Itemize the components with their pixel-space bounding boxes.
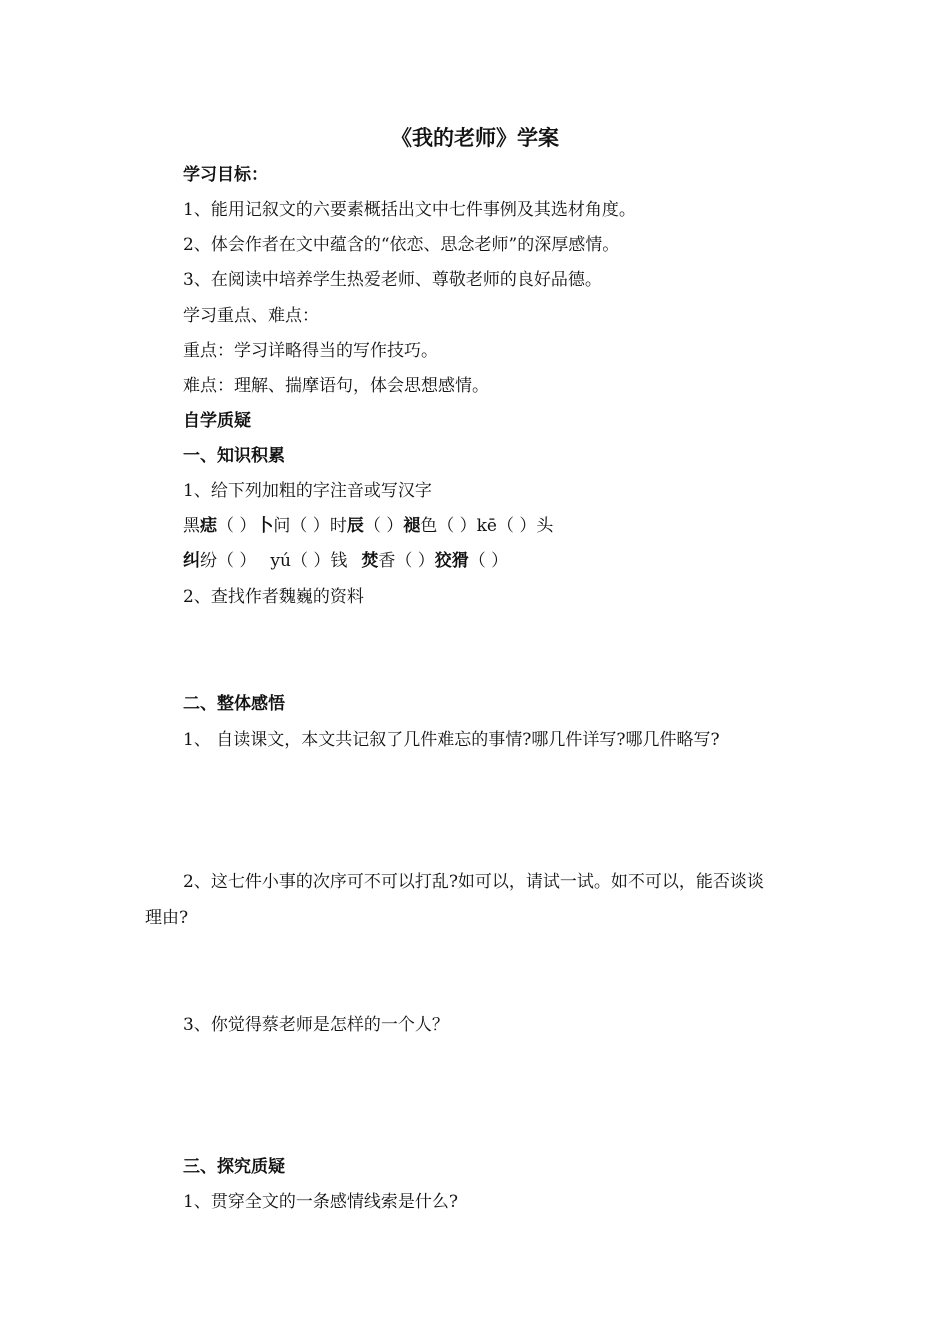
word-text: 纷 (200, 551, 217, 571)
objective-item-1: 1、能用记叙文的六要素概括出文中七件事例及其选材角度。 (183, 200, 636, 220)
word-text: 黑 (183, 516, 200, 536)
objective-item-3: 3、在阅读中培养学生热爱老师、尊敬老师的良好品德。 (183, 270, 602, 290)
section2-question-1: 1、 自读课文，本文共记叙了几件难忘的事情?哪几件详写?哪几件略写? (183, 730, 720, 750)
focus-point: 重点：学习详略得当的写作技巧。 (183, 341, 438, 361)
pinyin-text: yú (270, 551, 291, 571)
answer-blank: （ ） (290, 516, 330, 536)
section2-question-2-line2: 理由? (145, 908, 189, 928)
pinyin-text: kē (476, 516, 497, 536)
bold-char: 焚 (361, 551, 379, 571)
objectives-heading: 学习目标： (183, 165, 268, 185)
self-study-heading: 自学质疑 (183, 411, 251, 431)
word-text: 香 (378, 551, 396, 571)
section2-heading: 二、整体感悟 (183, 694, 285, 714)
word-text: 色 (420, 516, 438, 536)
page-title: 《我的老师》学案 (391, 125, 559, 150)
word-text: 时 (329, 516, 347, 536)
answer-blank: （ ） (290, 551, 331, 571)
answer-blank: （ ） (497, 516, 537, 536)
answer-blank: （ ） (217, 516, 257, 536)
pinyin-row-1 (183, 515, 553, 537)
word-text: 头 (536, 516, 554, 536)
answer-blank: （ ） (468, 551, 509, 571)
section1-heading: 一、知识积累 (183, 446, 285, 466)
section3-heading: 三、探究质疑 (183, 1157, 285, 1177)
objective-item-2: 2、体会作者在文中蕴含的“依恋、思念老师”的深厚感情。 (183, 235, 620, 255)
bold-char: 褪 (403, 516, 421, 536)
section3-question-1: 1、贯穿全文的一条感情线索是什么? (183, 1192, 458, 1212)
section1-question-2: 2、查找作者魏巍的资料 (183, 587, 364, 607)
key-points-heading: 学习重点、难点： (183, 306, 319, 326)
bold-char: 痣 (200, 516, 217, 536)
bold-char: 卜 (256, 516, 274, 536)
bold-char: 辰 (346, 516, 364, 536)
answer-blank: （ ） (395, 551, 435, 571)
bold-char: 纠 (183, 551, 200, 571)
answer-blank: （ ） (363, 516, 404, 536)
section2-question-2-line1: 2、这七件小事的次序可不可以打乱?如可以，请试一试。如不可以，能否谈谈 (183, 872, 764, 892)
answer-blank: （ ） (437, 516, 477, 536)
section1-question-1: 1、给下列加粗的字注音或写汉字 (183, 481, 432, 501)
bold-char: 狡猾 (434, 551, 469, 571)
difficulty-point: 难点：理解、揣摩语句，体会思想感情。 (183, 376, 489, 396)
word-text: 钱 (330, 551, 348, 571)
section2-question-3: 3、你觉得蔡老师是怎样的一个人？ (183, 1015, 449, 1035)
pinyin-row-2 (183, 550, 508, 572)
word-text: 问 (273, 516, 291, 536)
answer-blank: （ ） (217, 551, 257, 571)
